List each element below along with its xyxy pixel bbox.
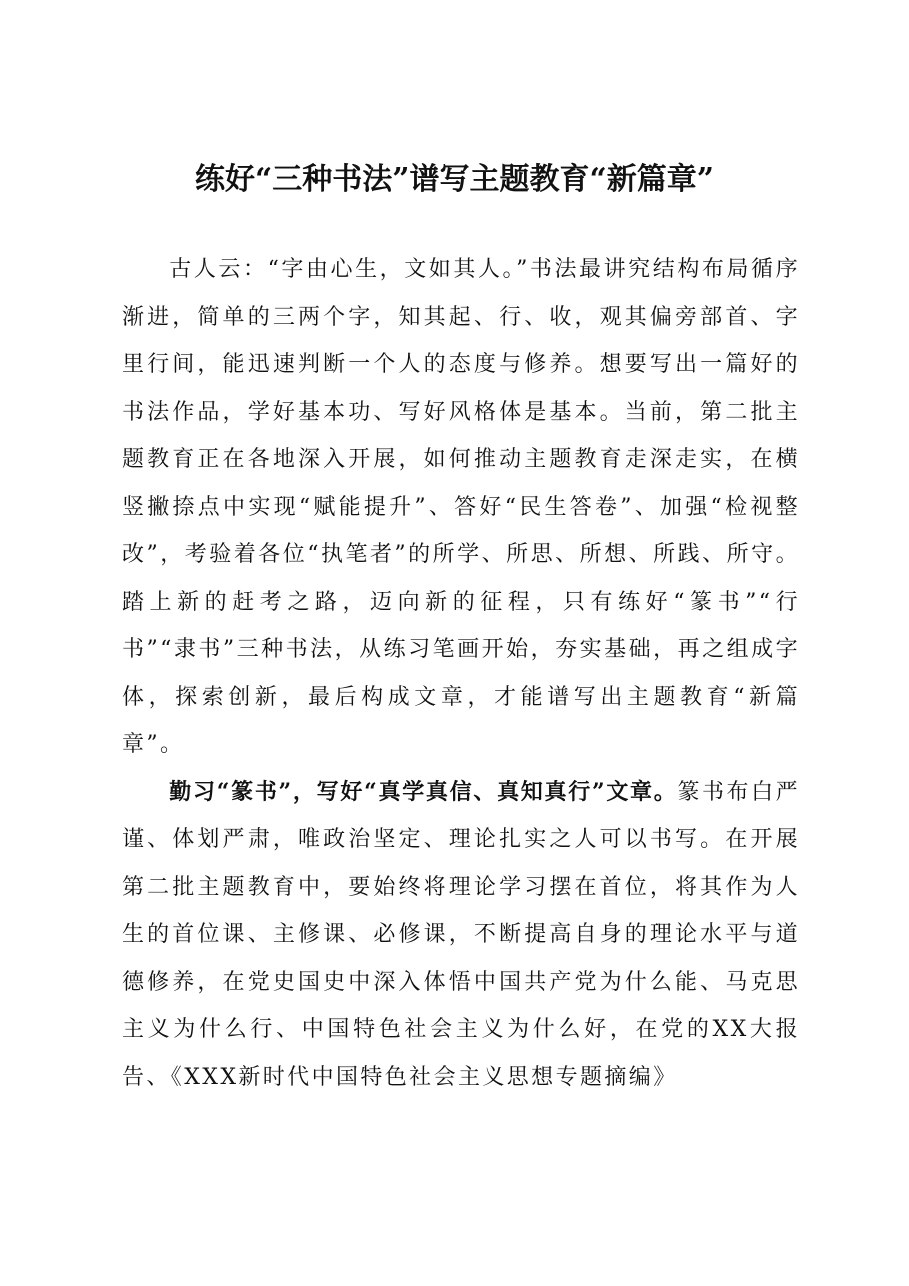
intro-paragraph [122, 246, 800, 769]
document-title: 练好“三种书法”谱写主题教育“新篇章” [194, 162, 715, 197]
section-paragraph [122, 769, 800, 1102]
section-paragraph-text: 篆书布白严谨、体划严肃，唯政治坚定、理论扎实之人可以书写。在开展第二批主题教育中，要始终将理论学习摆在首位，将其作为人生的首位课、主修课、必修课，不断提高自身的理论水平与道德修养，在党史国史中深入体悟中国共产党为什么能、马克思主义为什么行、中国特色社会主义为什么好，在党的XX大报告、《XXX新时代中国特色社会主义思想专题摘编》 [122, 779, 800, 1090]
intro-paragraph-text: 古人云：“字由心生，文如其人。”书法最讲究结构布局循序渐进，简单的三两个字，知其起、行、收，观其偏旁部首、字里行间，能迅速判断一个人的态度与修养。想要写出一篇好的书法作品，学好基本功、写好风格体是基本。当前，第二批主题教育正在各地深入开展，如何推动主题教育走深走实，在横竖撇捺点中实现“赋能提升”、答好“民生答卷”、加强“检视整改”，考验着各位“执笔者”的所学、所思、所想、所践、所守。踏上新的赶考之路，迈向新的征程，只有练好“篆书”“行书”“隶书”三种书法，从练习笔画开始，夯实基础，再之组成字体，探索创新，最后构成文章，才能谱写出主题教育“新篇章”。 [122, 257, 800, 757]
document-body [122, 246, 800, 1101]
section-heading: 勤习“篆书”，写好“真学真信、真知真行”文章。 [169, 778, 678, 805]
